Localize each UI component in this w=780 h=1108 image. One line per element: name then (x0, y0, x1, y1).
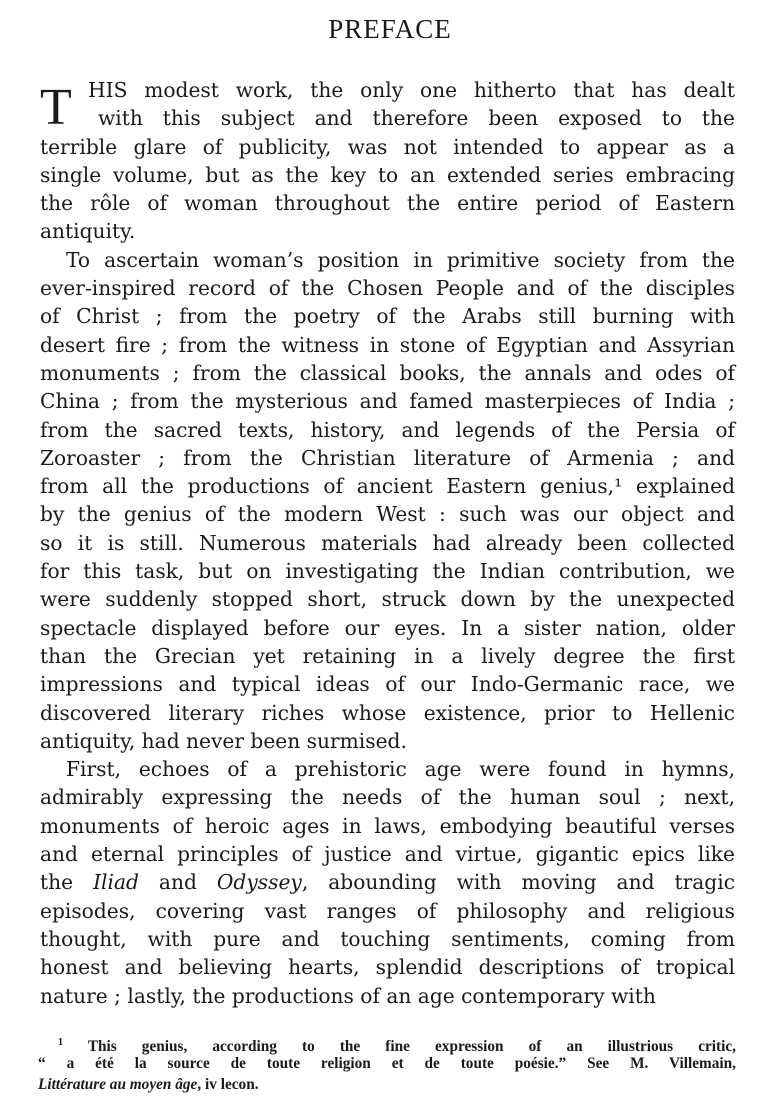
text-line: antiquity, had never been surmised. (40, 728, 407, 753)
text-line: China ; from the mysterious and famed masterpieces of India ; (40, 389, 735, 414)
text-line: were suddenly stopped short, struck down by the unexpected (40, 587, 735, 612)
text-segment: the (40, 870, 94, 895)
text-segment: and (138, 870, 217, 895)
text-line: for this task, but on investigating the Indian contribution, we (40, 559, 735, 584)
drop-cap: T (40, 79, 72, 136)
text-segment: , abounding with moving and tragic (301, 870, 735, 895)
text-line: thought, with pure and touching sentiments, coming from (40, 926, 735, 951)
text-line: of Christ ; from the poetry of the Arabs still burning with (40, 304, 735, 329)
text-line: admirably expressing the needs of the human soul ; next, (40, 785, 735, 810)
text-line: single volume, but as the key to an extended series embracing (40, 162, 735, 187)
body-text (40, 76, 735, 1010)
footnote-marker: 1 (58, 1037, 63, 1048)
text-line: ever-inspired record of the Chosen People and of the disciples (40, 276, 735, 301)
text-line (40, 868, 735, 896)
paragraph (40, 76, 735, 246)
text-line: terrible glare of publicity, was not intended to appear as a (40, 134, 735, 159)
footnote-line (58, 1032, 736, 1056)
text-line: with this subject and therefore been exposed to the (98, 106, 735, 131)
text-segment: “ a été la source de toute religion et de toute poésie.” See M. Villemain, (38, 1055, 736, 1072)
text-line: episodes, covering vast ranges of philosophy and religious (40, 898, 735, 923)
text-line: impressions and typical ideas of our Indo-Germanic race, we (40, 672, 735, 697)
text-segment: , iv lecon. (197, 1076, 259, 1093)
text-line: spectacle displayed before our eyes. In a sister nation, older (40, 615, 735, 640)
text-line: honest and believing hearts, splendid descriptions of tropical (40, 955, 735, 980)
text-line: the rôle of woman throughout the entire period of Eastern (40, 191, 735, 216)
text-line: discovered literary riches whose existence, prior to Hellenic (40, 700, 735, 725)
text-line: by the genius of the modern West : such was our object and (40, 502, 735, 527)
text-line: than the Grecian yet retaining in a lively degree the first (40, 643, 735, 668)
footnote (38, 1032, 736, 1095)
paragraph (40, 755, 735, 1010)
text-line: monuments ; from the classical books, the annals and odes of (40, 360, 735, 385)
italic-title: Littérature au moyen âge (38, 1076, 198, 1093)
text-line: First, echoes of a prehistoric age were found in hymns, (66, 757, 735, 782)
text-line: monuments of heroic ages in laws, embodying beautiful verses (40, 813, 735, 838)
italic-title: Iliad (93, 870, 139, 895)
paragraph (40, 246, 735, 755)
text-segment: This genius, according to the fine expression of an illustrious critic, (87, 1038, 736, 1056)
italic-title: Odyssey (216, 870, 302, 895)
text-line: from all the productions of ancient Eastern genius,¹ explained (40, 474, 735, 499)
text-line: Zoroaster ; from the Christian literature of Armenia ; and (40, 445, 735, 470)
text-line: nature ; lastly, the productions of an age contemporary with (40, 983, 656, 1008)
page-title: PREFACE (328, 14, 452, 44)
footnote-line (38, 1053, 736, 1074)
text-line: antiquity. (40, 219, 136, 244)
text-line: from the sacred texts, history, and legends of the Persia of (40, 417, 735, 442)
text-line: HIS modest work, the only one hitherto that has dealt (88, 78, 735, 102)
text-line: To ascertain woman’s position in primitive society from the (66, 247, 735, 272)
text-line: desert fire ; from the witness in stone of Egyptian and Assyrian (40, 332, 735, 357)
text-line: and eternal principles of justice and virtue, gigantic epics like (40, 842, 735, 867)
text-line: so it is still. Numerous materials had already been collected (40, 530, 735, 555)
footnote-line (38, 1074, 736, 1095)
